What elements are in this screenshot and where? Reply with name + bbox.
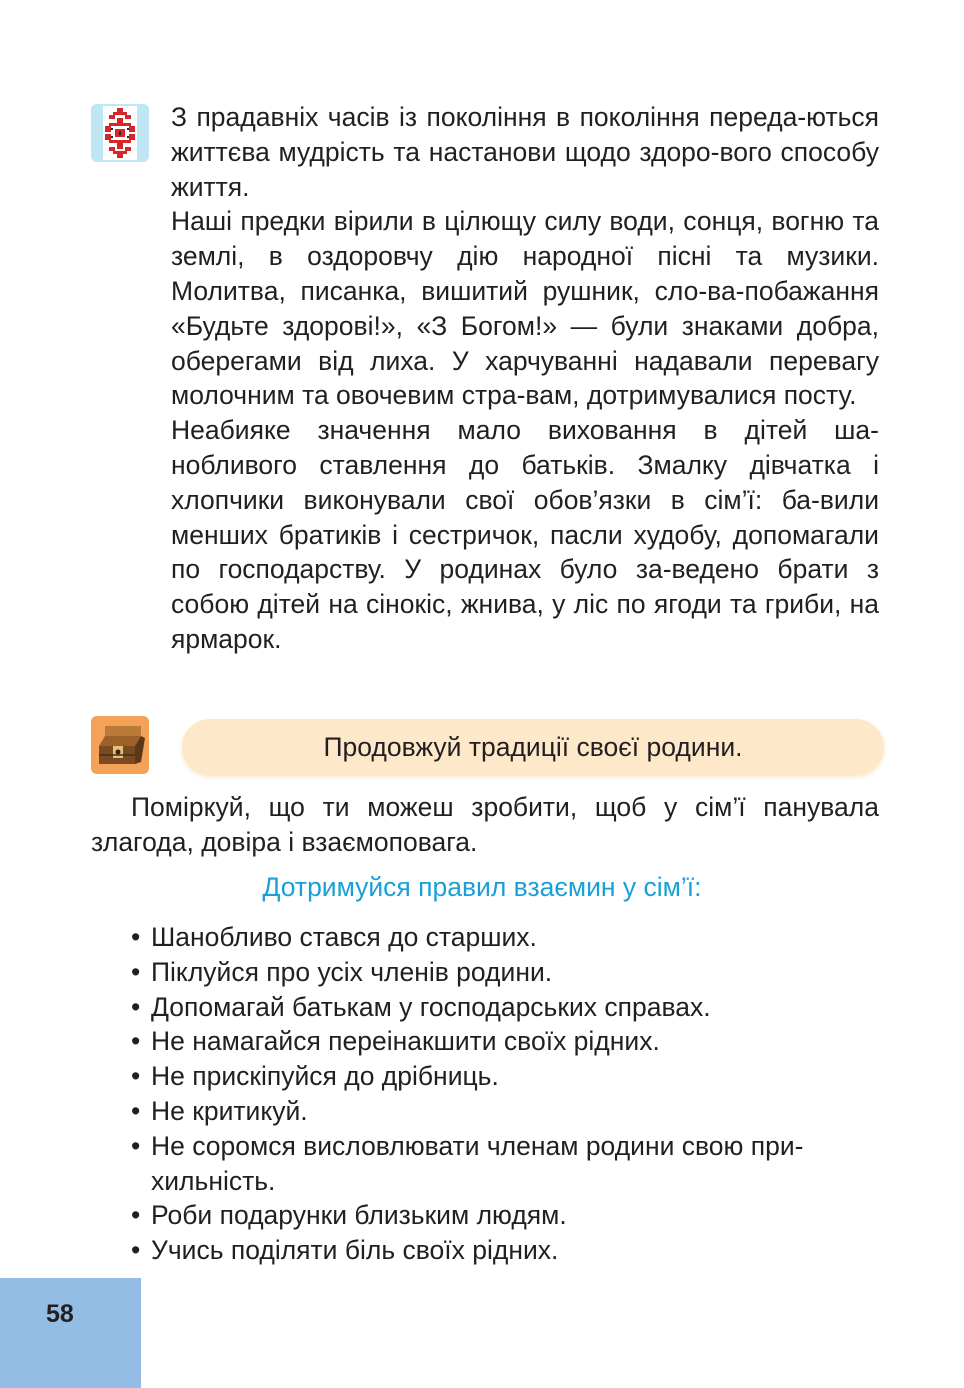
intro-paragraph: Наші предки вірили в цілющу силу води, сонця, вогню та землі, в оздоровчу дію народної пісні та музики. Молитва, писанка, вишитий рушник, сло-ва-побажання «Будьте здорові!», «З Богом!» — були знаками добра, оберегами від лиха. У харчуванні надавали перевагу молочним та овочевим стра-вам, дотримувалися посту.: [171, 206, 879, 411]
list-item: • Допомагай батькам у господарських справах.: [131, 990, 881, 1025]
treasure-chest-icon: [91, 716, 149, 774]
intro-paragraph: Неабияке значення мало виховання в дітей ша-нобливого ставлення до батьків. Змалку дівчатка і хлопчики виконували свої обов’язки в сім’ї: ба-вили менших братиків і сестричок, пасли худобу, допомагали по господарству. У родинах було за-ведено брати з собою дітей на сінокіс, жнива, у ліс по ягоди та гриби, на ярмарок.: [171, 415, 879, 654]
list-item: • Не критикуй.: [131, 1094, 881, 1129]
think-paragraph: Поміркуй, що ти можеш зробити, щоб у сім’ї панувала злагода, довіра і взаємоповага.: [91, 792, 879, 857]
callout-text: Продовжуй традиції своєї родини.: [323, 731, 743, 762]
list-item: • Не намагайся переінакшити своїх рідних.: [131, 1024, 881, 1059]
list-item: • Роби подарунки близьким людям.: [131, 1198, 881, 1233]
intro-text: [171, 100, 879, 657]
intro-paragraph: З прадавніх часів із покоління в покоління переда-ються життєва мудрість та настанови щодо здоро-вого способу життя.: [171, 102, 879, 202]
page-number: 58: [46, 1300, 74, 1328]
rules-title: Дотримуйся правил взаємин у сім’ї:: [262, 872, 702, 902]
rules-list: [131, 920, 881, 1268]
list-item: • Шанобливо стався до старших.: [131, 920, 881, 955]
list-item: • Не соромся висловлювати членам родини свою при-хильність.: [131, 1129, 881, 1199]
page-number-tab: [0, 1278, 141, 1388]
embroidery-ornament-icon: [91, 104, 149, 162]
tradition-callout: [182, 719, 884, 775]
list-item: • Учись поділяти біль своїх рідних.: [131, 1233, 881, 1268]
list-item: • Не прискіпуйся до дрібниць.: [131, 1059, 881, 1094]
list-item: • Піклуйся про усіх членів родини.: [131, 955, 881, 990]
